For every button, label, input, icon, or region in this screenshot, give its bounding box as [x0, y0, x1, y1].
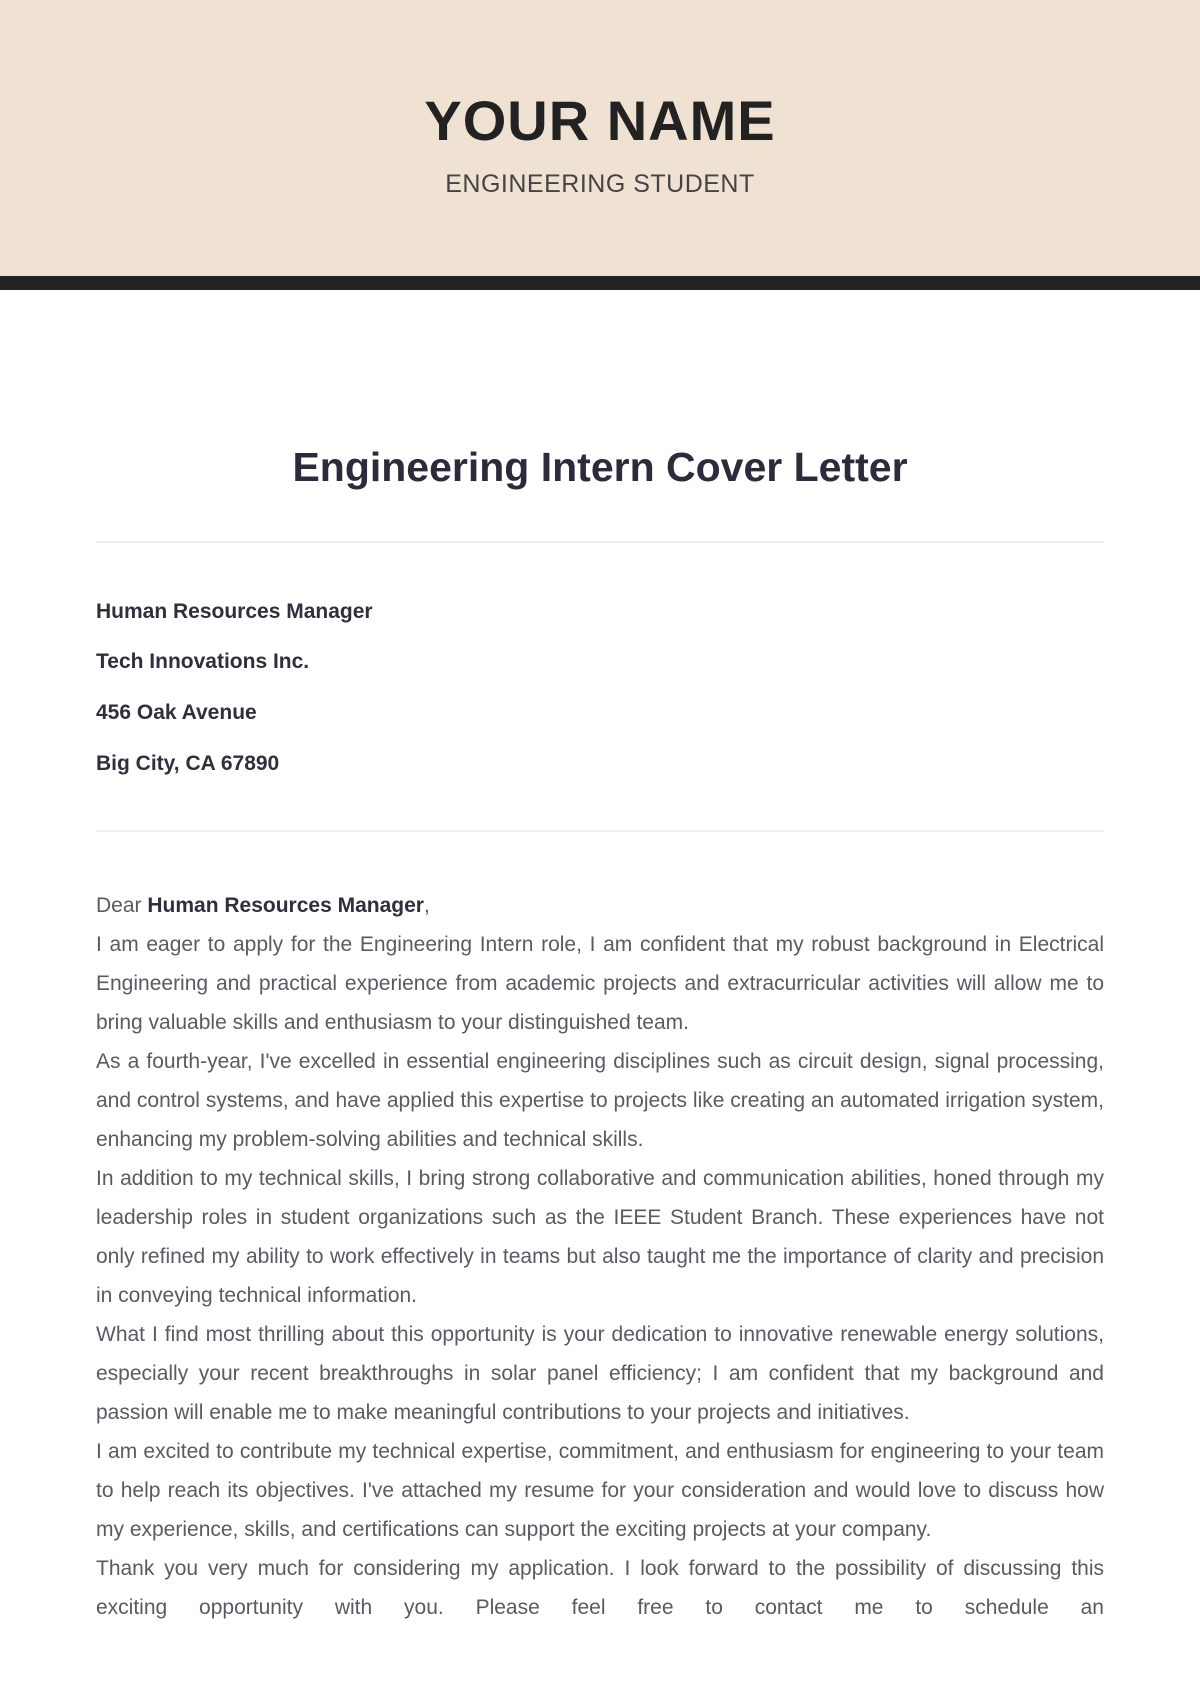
letter-body [96, 886, 1104, 1627]
salutation [96, 886, 1104, 925]
divider [96, 541, 1104, 543]
document-title: Engineering Intern Cover Letter [292, 444, 908, 490]
paragraph: In addition to my technical skills, I bring strong collaborative and communication abilities, honed through my leadership roles in student organizations such as the IEEE Student Branch. These experiences have not only refined my ability to work effectively in teams but also taught me the importance of clarity and precision in conveying technical information. [96, 1167, 1104, 1307]
paragraph: I am excited to contribute my technical expertise, commitment, and enthusiasm for engineering to your team to help reach its objectives. I've attached my resume for your consideration and would love to discuss how my experience, skills, and certifications can support the exciting projects at your company. [96, 1440, 1104, 1541]
applicant-role: ENGINEERING STUDENT [445, 170, 755, 198]
recipient-name: Human Resources Manager [96, 600, 373, 623]
divider [96, 830, 1104, 832]
recipient-city: Big City, CA 67890 [96, 752, 280, 775]
header-divider-bar [0, 276, 1200, 290]
recipient-company: Tech Innovations Inc. [96, 650, 310, 673]
salutation-prefix: Dear [96, 894, 148, 917]
paragraph: As a fourth-year, I've excelled in essential engineering disciplines such as circuit design, signal processing, and control systems, and have applied this expertise to projects like creating an automated irrigation system, enhancing my problem-solving abilities and technical skills. [96, 1050, 1104, 1151]
salutation-suffix: , [423, 894, 430, 917]
paragraph: I am eager to apply for the Engineering Intern role, I am confident that my robust background in Electrical Engineering and practical experience from academic projects and extracurricular activities will allow me to bring valuable skills and enthusiasm to your distinguished team. [96, 933, 1104, 1034]
salutation-name: Human Resources Manager [147, 894, 424, 917]
recipient-street: 456 Oak Avenue [96, 701, 257, 724]
paragraph: Thank you very much for considering my application. I look forward to the possibility of discussing this exciting opportunity with you. Please feel free to contact me to schedule an [96, 1557, 1104, 1619]
applicant-name: YOUR NAME [424, 89, 776, 152]
paragraph: What I find most thrilling about this opportunity is your dedication to innovative renewable energy solutions, especially your recent breakthroughs in solar panel efficiency; I am confident that my background and passion will enable me to make meaningful contributions to your projects and initiatives. [96, 1323, 1104, 1424]
